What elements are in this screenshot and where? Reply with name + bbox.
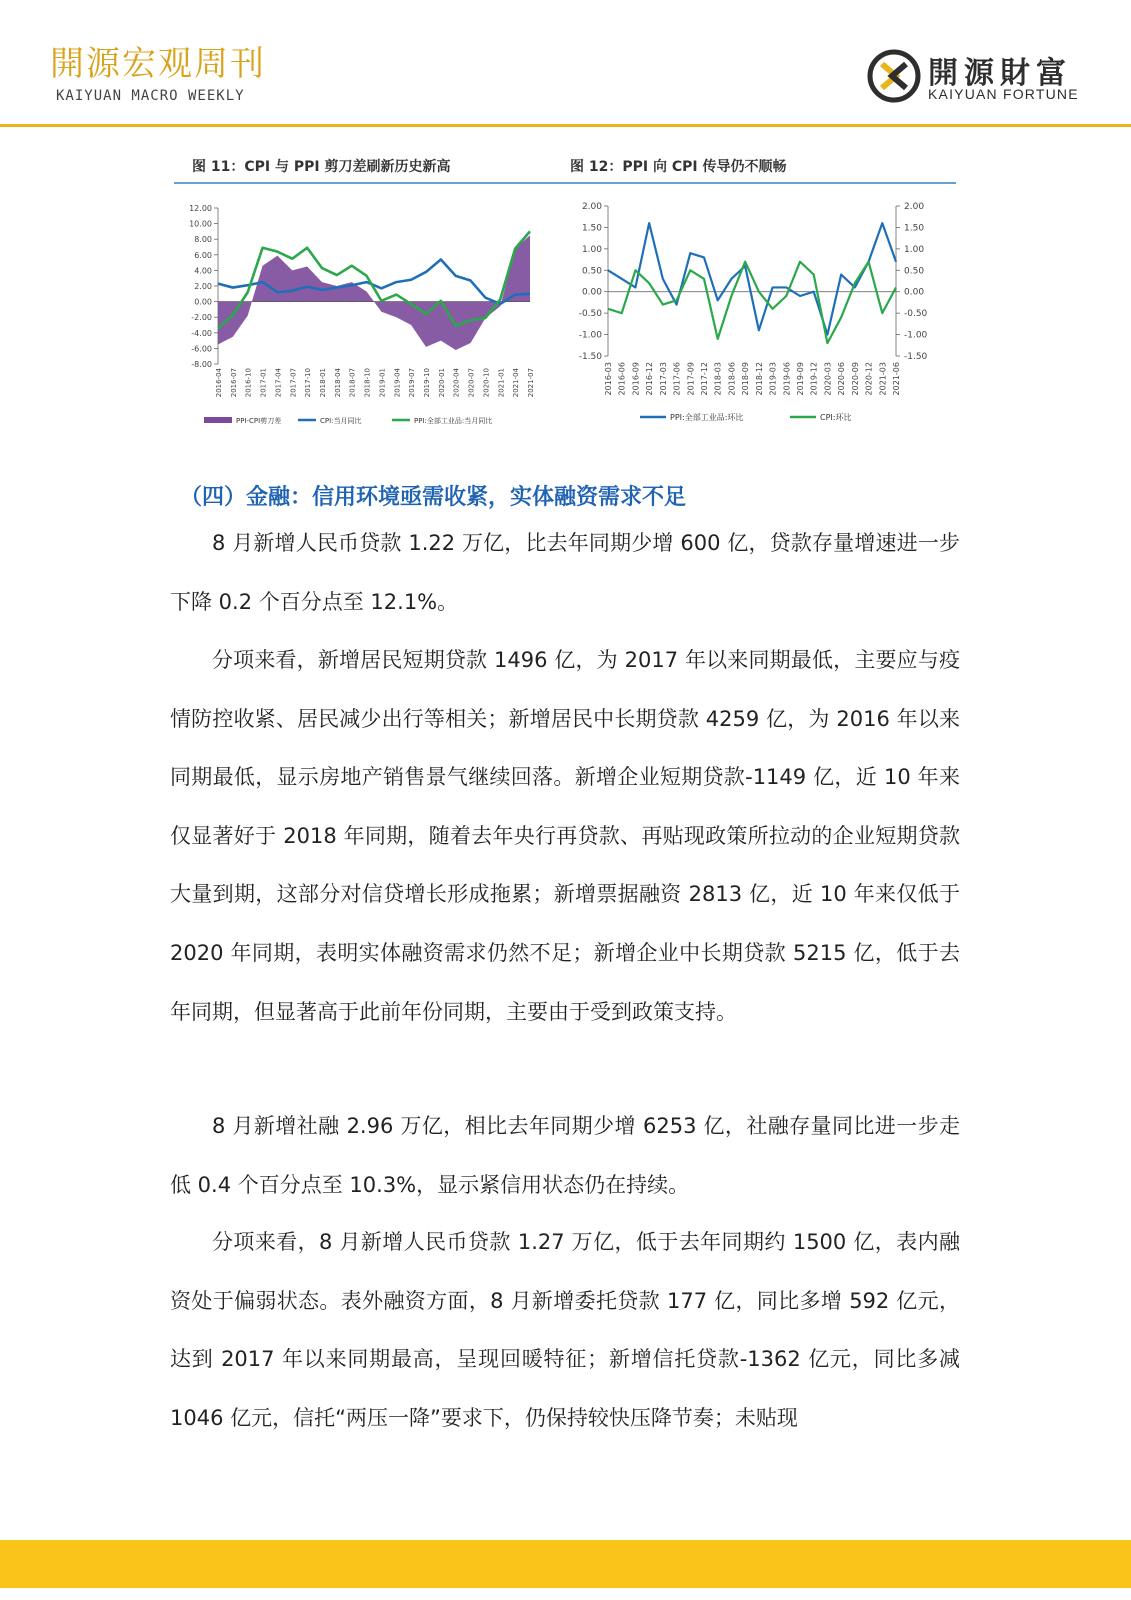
x-tick-label: 2016-12 <box>645 362 655 396</box>
footer-bar <box>0 1540 1131 1588</box>
y-tick-label: 8.00 <box>194 235 212 245</box>
paragraph-social-financing: 8 月新增社融 2.96 万亿，相比去年同期少增 6253 亿，社融存量同比进一步走低 0.4 个百分点至 10.3%，显示紧信用状态仍在持续。 <box>170 1114 960 1197</box>
y-tick-label: 6.00 <box>194 250 212 260</box>
x-tick-label: 2019-03 <box>768 362 778 396</box>
logo-name-cn: 開源財富 <box>928 56 1072 91</box>
chart-cpi-ppi-gap <box>174 190 554 440</box>
y-tick-label-right: 1.00 <box>904 244 925 255</box>
y-tick-label-left: -1.00 <box>578 330 602 341</box>
y-tick-label-left: 2.00 <box>581 202 602 212</box>
header-rule <box>0 124 1131 127</box>
legend-label: PPI-CPI剪刀差 <box>236 417 282 425</box>
y-tick-label-left: 0.00 <box>581 287 602 298</box>
section-heading: （四）金融：信用环境亟需收紧，实体融资需求不足 <box>180 485 687 510</box>
paragraph-financing-breakdown: 分项来看，8 月新增人民币贷款 1.27 万亿，低于去年同期约 1500 亿，表内融资处于偏弱状态。表外融资方面，8 月新增委托贷款 177 亿，同比多增 592 亿元，达到 2017 年以来同期最高，呈现回暖特征；新增信托贷款-1362 亿元，同比多减 1046 亿元，信托“两压一降”要求下，仍保持较快压降节奏；未贴现 <box>170 1230 960 1430</box>
x-tick-label: 2019-09 <box>796 362 805 396</box>
y-tick-label: 12.00 <box>189 204 212 213</box>
logo-name-en: KAIYUAN FORTUNE <box>928 86 1079 102</box>
x-tick-label: 2016-09 <box>631 362 641 396</box>
x-tick-label: 2016-03 <box>604 362 613 396</box>
x-tick-label: 2018-06 <box>727 362 737 396</box>
y-tick-label: 10.00 <box>189 219 212 229</box>
y-tick-label: 2.00 <box>194 282 212 291</box>
legend-label: CPI:环比 <box>820 413 852 422</box>
x-tick-label: 2019-06 <box>782 362 792 396</box>
x-tick-label: 2019-01 <box>378 368 387 398</box>
x-tick-label: 2017-01 <box>259 368 268 398</box>
legend-label: PPI:全部工业品:环比 <box>670 413 744 422</box>
publication-subtitle: KAIYUAN MACRO WEEKLY <box>56 88 245 104</box>
x-tick-label: 2018-09 <box>741 362 751 396</box>
x-tick-label: 2021-06 <box>892 362 901 396</box>
y-tick-label-right: 0.50 <box>904 266 925 277</box>
paragraph-loan-breakdown: 分项来看，新增居民短期贷款 1496 亿，为 2017 年以来同期最低，主要应与疫情防控收紧、居民减少出行等相关；新增居民中长期贷款 4259 亿，为 2016 年以来同期最低，显示房地产销售景气继续回落。新增企业短期贷款-1149 亿，近 10 年来仅显著好于 2018 年同期，随着去年央行再贷款、再贴现政策所拉动的企业短期贷款大量到期，这部分对信贷增长形成拖累；新增票据融资 2813 亿，近 10 年来仅低于 2020 年同期，表明实体融资需求仍然不足；新增企业中长期贷款 5215 亿，低于去年同期，但显著高于此前年份同期，主要由于受到政策支持。 <box>170 648 960 1024</box>
y-tick-label: -2.00 <box>191 313 212 323</box>
publication-title: 開源宏观周刊 <box>50 44 266 84</box>
x-tick-label: 2016-10 <box>244 368 253 398</box>
y-tick-label: 0.00 <box>194 297 212 307</box>
x-tick-label: 2021-07 <box>527 368 535 398</box>
paragraph-loans: 8 月新增人民币贷款 1.22 万亿，比去年同期少增 600 亿，贷款存量增速进一步下降 0.2 个百分点至 12.1%。 <box>170 531 960 614</box>
x-tick-label: 2017-10 <box>304 368 313 398</box>
y-tick-label-right: 2.00 <box>904 202 925 212</box>
y-tick-label-left: 1.50 <box>581 223 602 234</box>
legend-label: PPI:全部工业品:当月同比 <box>414 417 493 425</box>
figure-12-title: 图 12：PPI 向 CPI 传导仍不顺畅 <box>570 159 787 175</box>
kaiyuan-logo-icon <box>866 48 922 104</box>
page-header <box>0 0 1131 128</box>
figure-title-rule <box>174 182 956 184</box>
y-tick-label: -4.00 <box>191 328 212 338</box>
x-tick-label: 2020-06 <box>837 362 847 396</box>
x-tick-label: 2019-07 <box>408 368 417 398</box>
y-tick-label-right: 1.50 <box>904 223 925 234</box>
x-tick-label: 2020-03 <box>823 362 833 396</box>
figure-11-title: 图 11：CPI 与 PPI 剪刀差刷新历史新高 <box>192 159 451 175</box>
y-tick-label: -6.00 <box>191 344 212 354</box>
x-tick-label: 2020-09 <box>850 362 860 396</box>
x-tick-label: 2018-01 <box>319 368 327 398</box>
x-tick-label: 2017-12 <box>700 362 709 396</box>
y-tick-label-left: -0.50 <box>578 309 602 320</box>
x-tick-label: 2021-03 <box>878 362 888 396</box>
legend-swatch <box>204 417 232 423</box>
y-tick-label-right: -1.50 <box>904 352 928 362</box>
x-tick-label: 2017-04 <box>274 368 283 398</box>
x-tick-label: 2017-06 <box>672 362 682 396</box>
x-tick-label: 2020-04 <box>452 368 461 398</box>
x-tick-label: 2017-09 <box>686 362 696 396</box>
chart-ppi-cpi-mom <box>564 190 964 440</box>
x-tick-label: 2016-06 <box>617 362 627 396</box>
x-tick-label: 2018-12 <box>754 362 764 396</box>
x-tick-label: 2019-12 <box>809 362 819 396</box>
x-tick-label: 2018-07 <box>348 368 357 398</box>
y-tick-label-right: 0.00 <box>904 287 925 298</box>
x-tick-label: 2016-04 <box>215 368 223 398</box>
x-tick-label: 2021-01 <box>497 368 506 398</box>
x-tick-label: 2020-07 <box>467 368 476 398</box>
y-tick-label-right: -0.50 <box>904 309 928 320</box>
x-tick-label: 2019-10 <box>423 368 431 398</box>
x-tick-label: 2020-12 <box>864 362 874 396</box>
x-tick-label: 2017-07 <box>289 368 298 398</box>
x-tick-label: 2020-01 <box>437 368 446 398</box>
y-tick-label-left: -1.50 <box>578 352 602 362</box>
x-tick-label: 2017-03 <box>658 362 668 396</box>
x-tick-label: 2020-10 <box>482 368 491 398</box>
x-tick-label: 2021-04 <box>512 368 521 398</box>
y-tick-label: -8.00 <box>191 360 212 369</box>
x-tick-label: 2018-03 <box>713 362 723 396</box>
y-tick-label-left: 1.00 <box>581 244 602 255</box>
x-tick-label: 2018-04 <box>333 368 342 398</box>
y-tick-label: 4.00 <box>194 266 212 276</box>
y-tick-label-right: -1.00 <box>904 330 928 341</box>
y-tick-label-left: 0.50 <box>581 266 602 277</box>
x-tick-label: 2016-07 <box>229 368 238 398</box>
legend-label: CPI:当月同比 <box>320 417 362 425</box>
x-tick-label: 2018-10 <box>363 368 372 398</box>
x-tick-label: 2019-04 <box>393 368 402 398</box>
series-area-gap <box>218 235 530 350</box>
